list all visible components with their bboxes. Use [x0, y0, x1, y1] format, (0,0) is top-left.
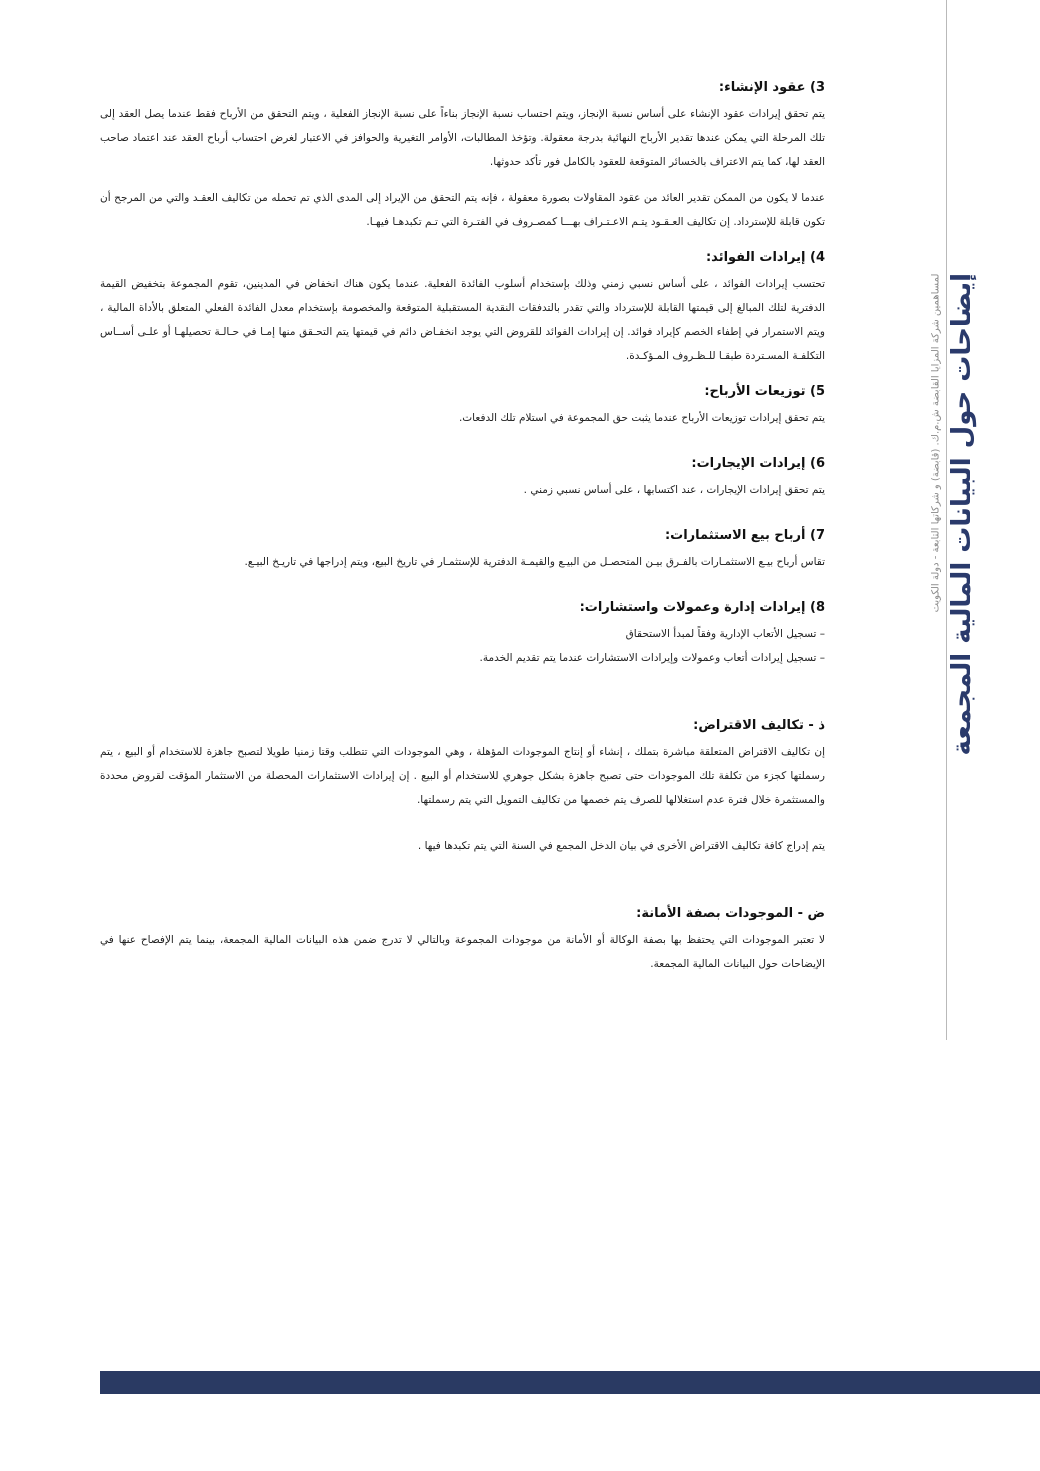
section-heading: 8) إيرادات إدارة وعمولات واستشارات: [579, 600, 825, 615]
paragraph: يتم إدراج كافة تكاليف الاقتراض الأخرى في بيان الدخل المجمع في السنة التي يتم تكبدها فيها . [417, 840, 825, 852]
section-heading: 7) أرباح بيع الاستثمارات: [664, 528, 825, 543]
paragraph: يتم تحقق إيرادات الإيجارات ، عند اكتسابها ، على أساس نسبي زمني . [523, 484, 825, 496]
list-item: – تسجيل إيرادات أتعاب وعمولات وإيرادات الاستشارات عندما يتم تقديم الخدمة. [479, 652, 825, 664]
section-heading: ذ - تكاليف الاقتراض: [693, 718, 825, 733]
paragraph: يتم تحقق إيرادات عقود الإنشاء على أساس نسبة الإنجاز، ويتم احتساب نسبة الإنجاز بناءاً على نسبة الإنجاز الفعلية ، ويتم التحقق من الأرباح فقط عندما يصل العقد إلى تلك المرحلة التي يمكن عندها تقدير الأرباح النهائية بدرجة معقولة. وتؤخذ المطالبات، الأوامر التغيرية والحوافز في الاعتبار لغرض احتساب أرباح العقد عند اعتماد صاحب العقد لها، كما يتم الاعتراف بالخسائر المتوقعة للعقود بالكامل فور تأكد حدوثها. [100, 108, 825, 168]
section-interest-income [100, 246, 825, 368]
section-management-fees [100, 596, 825, 670]
section-fiduciary-assets [100, 902, 825, 976]
section-investment-sale-gains [100, 524, 825, 574]
list-item: – تسجيل الأتعاب الإدارية وفقاً لمبدأ الاستحقاق [625, 628, 825, 640]
page-body [100, 76, 825, 976]
section-heading: 4) إيرادات الفوائد: [705, 250, 825, 265]
running-title: إيضاحات حول البيانات المالية المجمعة [947, 273, 977, 756]
section-construction-contracts [100, 76, 825, 234]
running-subtitle: لمساهمين شركة المزايا القابضة ش.م.ك. (قابضة) و شركاتها التابعة - دولة الكويت [930, 273, 942, 613]
paragraph: عندما لا يكون من الممكن تقدير العائد من عقود المقاولات بصورة معقولة ، فإنه يتم التحقق من الإيراد إلى المدى الذي تم تحمله من تكاليف العقـد والتي من المرجح أن تكون قابلة للإسترداد. إن تكاليف العـقـود يتـم الاعـتـراف بهـــا كمصـروف في الفتـرة التي تـم تكبدهـا فيهـا. [100, 192, 825, 228]
section-rent-income [100, 452, 825, 502]
paragraph: يتم تحقق إيرادات توزيعات الأرباح عندما يثبت حق المجموعة في استلام تلك الدفعات. [458, 412, 825, 424]
section-heading: 3) عقود الإنشاء: [718, 80, 825, 95]
paragraph: تحتسب إيرادات الفوائد ، على أساس نسبي زمني وذلك بإستخدام أسلوب الفائدة الفعلية. عندما يكون هناك انخفاض في المدينين، تقوم المجموعة بتخفيض القيمة الدفترية لتلك المبالغ إلى قيمتها القابلة للإسترداد والتي تقدر بالتدفقات النقدية المستقبلية المتوقعة والمخصومة بإستخدام معدل الفائدة الفعلي المتعلق بالأداة المالية ، ويتم الاستمرار في إطفاء الخصم كإيراد فوائد. إن إيرادات الفوائد للقروض التي يوجد انخفـاض دائم في قيمتها يتم التحـقق منها إمـا في حـالـة تحصيلهـا أو علـى أســاس التكلفـة المسـتردة طبقـا للـظـروف المـؤكـدة. [100, 278, 825, 362]
paragraph: إن تكاليف الاقتراض المتعلقة مباشرة بتملك ، إنشاء أو إنتاج الموجودات المؤهلة ، وهي الموجودات التي تتطلب وقتا زمنيا طويلا لتصبح جاهزة للاستخدام أو البيع ، يتم رسملتها كجزء من تكلفة تلك الموجودات حتى تصبح جاهزة بشكل جوهري للاستخدام أو البيع . إن إيرادات الاستثمارات المحصلة من الاستثمار المؤقت لقروض محددة والمستثمرة خلال فترة عدم استغلالها للصرف يتم خصمها من تكاليف التمويل التي يتم رسملتها. [100, 746, 825, 806]
section-heading: 6) إيرادات الإيجارات: [691, 456, 825, 471]
paragraph: تقاس أرباح بيـع الاستثمـارات بالفـرق بيـن المتحصـل من البيـع والقيمـة الدفترية للإستثمـار في تاريخ البيع، ويتم إدراجها في تاريـخ البيـع. [244, 556, 825, 568]
paragraph: لا تعتبر الموجودات التي يحتفظ بها بصفة الوكالة أو الأمانة من موجودات المجموعة وبالتالي لا تدرج ضمن هذه البيانات المالية المجمعة، بينما يتم الإفصاح عنها في الإيضاحات حول البيانات المالية المجمعة. [100, 934, 825, 970]
footer-bar [100, 1371, 1040, 1394]
section-heading: ض - الموجودات بصفة الأمانة: [636, 906, 825, 921]
section-dividends [100, 380, 825, 430]
section-borrowing-costs [100, 714, 825, 858]
fee-list [100, 622, 825, 670]
section-heading: 5) توزيعات الأرباح: [704, 384, 825, 399]
